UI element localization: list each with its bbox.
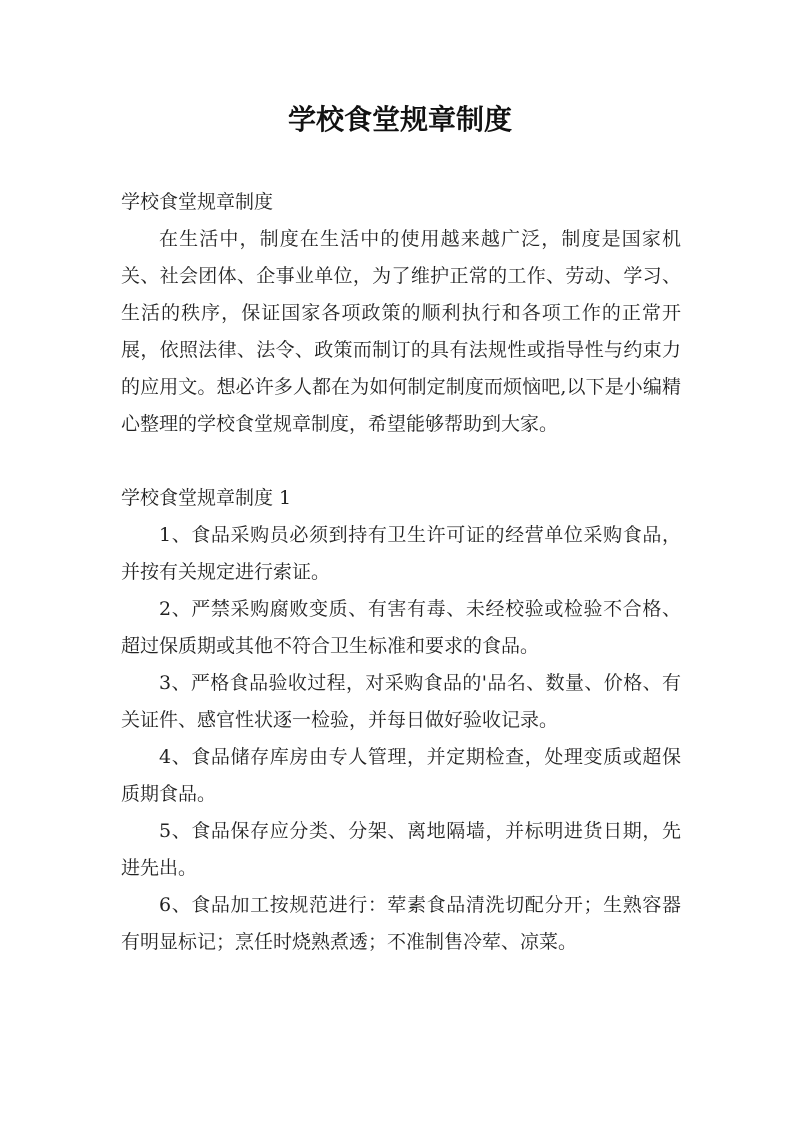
rule-item-3: 3、严格食品验收过程，对采购食品的'品名、数量、价格、有关证件、感官性状逐一检验，并每日做好验收记录。 [121,672,681,731]
section-heading: 学校食堂规章制度 1 [121,487,292,509]
document-title: 学校食堂规章制度 [287,103,512,136]
section-spacer [121,443,681,480]
intro-heading: 学校食堂规章制度 [121,191,274,213]
document-body [121,184,681,961]
intro-paragraph: 在生活中，制度在生活中的使用越来越广泛，制度是国家机关、社会团体、企事业单位，为了维护正常的工作、劳动、学习、生活的秩序，保证国家各项政策的顺利执行和各项工作的正常开展，依照法律、法令、政策而制订的具有法规性或指导性与约束力的应用文。想必许多人都在为如何制定制度而烦恼吧,以下是小编精心整理的学校食堂规章制度，希望能够帮助到大家。 [121,228,681,435]
rule-item-2: 2、严禁采购腐败变质、有害有毒、未经校验或检验不合格、超过保质期或其他不符合卫生标准和要求的食品。 [121,598,681,657]
rule-item-4: 4、食品储存库房由专人管理，并定期检查，处理变质或超保质期食品。 [121,746,681,805]
rule-item-5: 5、食品保存应分类、分架、离地隔墙，并标明进货日期，先进先出。 [121,820,681,879]
rule-item-1: 1、食品采购员必须到持有卫生许可证的经营单位采购食品，并按有关规定进行索证。 [121,524,681,583]
rule-item-6: 6、食品加工按规范进行：荤素食品清洗切配分开；生熟容器有明显标记；烹任时烧熟煮透；不准制售冷荤、凉菜。 [121,894,681,953]
